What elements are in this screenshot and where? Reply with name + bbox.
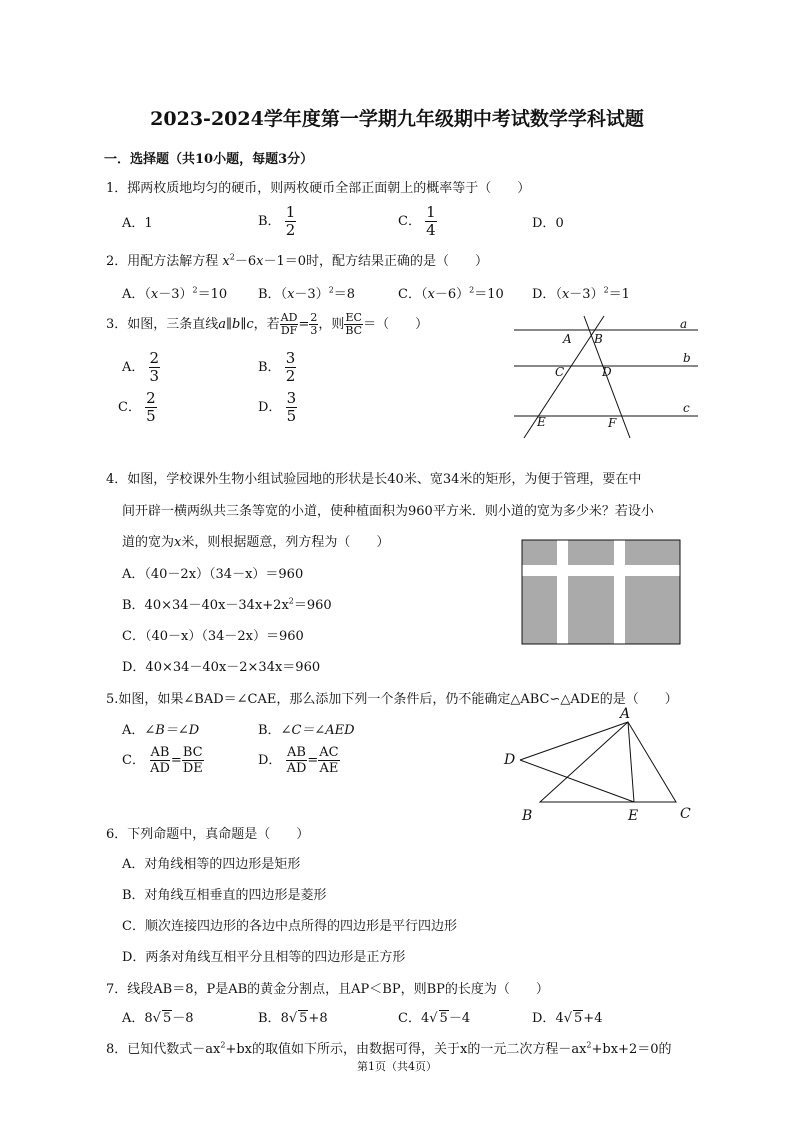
- label-A: A: [563, 332, 572, 346]
- q6-option-b: B．对角线互相垂直的四边形是菱形: [122, 888, 327, 903]
- label-c: c: [683, 401, 690, 415]
- q6-option-a: A．对角线相等的四边形是矩形: [122, 857, 301, 872]
- q7-option-a: A．8√ 5－8: [122, 1011, 194, 1026]
- q5-option-b: B．∠C＝∠AED: [258, 723, 355, 738]
- label-b: b: [683, 351, 691, 365]
- q1-stem: 1．掷两枚质地均匀的硬币，则两枚硬币全部正面朝上的概率等于（ ）: [106, 181, 531, 196]
- q6-option-d: D．两条对角线互相平分且相等的四边形是正方形: [122, 950, 406, 965]
- q4-line-2: 间开辟一横两纵共三条等宽的小道，使种植面积为960平方米．则小道的宽为多少米？若设小: [122, 504, 654, 519]
- q3-option-b: B． $\frac{3}{2}$: [258, 349, 296, 385]
- q2-option-d: D．$(x-3)^2=1$: [532, 285, 630, 302]
- q1-option-b: B． $\frac{1}{2}$: [258, 203, 296, 239]
- q5-option-d: D． $\frac{AB}{AD}$ = $\frac{AC}{AE}$: [258, 745, 339, 776]
- q7-option-d: D．4√ 5+4: [532, 1011, 603, 1026]
- vertical-path-left: [557, 540, 568, 644]
- triangle-abc: [540, 722, 676, 802]
- q5-triangle-figure: [498, 700, 698, 826]
- label-D: D: [504, 752, 516, 768]
- q2-stem: 2．用配方法解方程 $x^2-6x-1=0$时，配方结果正确的是（ ）: [106, 252, 489, 269]
- q6-stem: 6．下列命题中，真命题是（ ）: [106, 827, 310, 842]
- q3-option-d: D． $\frac{3}{5}$: [258, 389, 297, 425]
- vertical-path-right: [614, 540, 625, 644]
- q2-option-c: C．$(x-6)^2=10$: [398, 285, 504, 302]
- horizontal-path: [522, 565, 680, 576]
- garden-rect: [522, 540, 680, 644]
- q4-option-c: C．（40－x）（34－2x）＝960: [122, 629, 304, 644]
- q2-option-a: A．$(x-3)^2=10$: [122, 285, 228, 302]
- label-E: E: [628, 808, 639, 824]
- q4-option-d: D．40×34－40x－2×34x＝960: [122, 660, 321, 675]
- q4-line-3: 道的宽为x米，则根据题意，列方程为（ ）: [122, 535, 390, 550]
- segment-de: [520, 760, 634, 802]
- q7-option-c: C．4√ 5－4: [398, 1011, 471, 1026]
- label-C: C: [555, 365, 565, 379]
- label-B: B: [522, 808, 533, 824]
- page-title: 2023-2024学年度第一学期九年级期中考试数学学科试题: [150, 108, 644, 130]
- page-footer: 第1页（共4页）: [357, 1060, 437, 1073]
- q3-option-a: A． $\frac{2}{3}$: [122, 349, 160, 385]
- q6-option-c: C．顺次连接四边形的各边中点所得的四边形是平行四边形: [122, 919, 457, 934]
- q1-option-c: C． $\frac{1}{4}$: [398, 203, 436, 239]
- q7-stem: 7．线段AB＝8，P是AB的黄金分割点，且AP＜BP，则BP的长度为（ ）: [106, 982, 549, 997]
- q5-option-c: C． $\frac{AB}{AD}$ = $\frac{BC}{DE}$: [122, 745, 203, 776]
- label-F: F: [608, 416, 617, 430]
- q1-option-a: A．1: [122, 216, 153, 231]
- label-C: C: [680, 806, 691, 822]
- q8-stem: 8．已知代数式$-ax^2+bx$的取值如下所示，由数据可得，关于x的一元二次方程$-ax^2+bx+2=0$的: [106, 1040, 672, 1057]
- q5-option-a: A．∠B＝∠D: [122, 723, 200, 738]
- q4-garden-figure: [520, 538, 684, 648]
- q4-line-1: 4．如图，学校课外生物小组试验园地的形状是长40米、宽34米的矩形，为便于管理，要在中: [106, 472, 642, 487]
- q3-parallel-lines-figure: [508, 312, 704, 442]
- q1-option-d: D．0: [532, 216, 564, 231]
- segment-ad: [520, 722, 628, 760]
- label-D: D: [602, 365, 612, 379]
- segment-ae: [628, 722, 634, 802]
- label-a: a: [680, 317, 688, 331]
- label-B: B: [594, 332, 603, 346]
- q3-stem: 3．如图，三条直线a∥b∥c，若 $\frac{AD}{DF}$ = $\frac{2}{3}$ ，则 $\frac{EC}{BC}$ ＝（ ）: [106, 311, 429, 337]
- q2-option-b: B．$(x-3)^2=8$: [258, 285, 356, 302]
- q4-option-a: A．（40－2x）（34－x）＝960: [122, 567, 304, 582]
- q7-option-b: B．8√ 5+8: [258, 1011, 328, 1026]
- q4-option-b: B．$40\times 34-40x-34x+2x^2=960$: [122, 596, 332, 613]
- q3-option-c: C． $\frac{2}{5}$: [118, 389, 156, 425]
- label-E: E: [537, 415, 546, 429]
- q5-stem: 5.如图，如果∠BAD＝∠CAE，那么添加下列一个条件后，仍不能确定△ABC∽△ADE的是（ ）: [106, 692, 678, 707]
- section-heading: 一．选择题（共10小题，每题3分）: [104, 152, 314, 167]
- label-A: A: [620, 706, 631, 722]
